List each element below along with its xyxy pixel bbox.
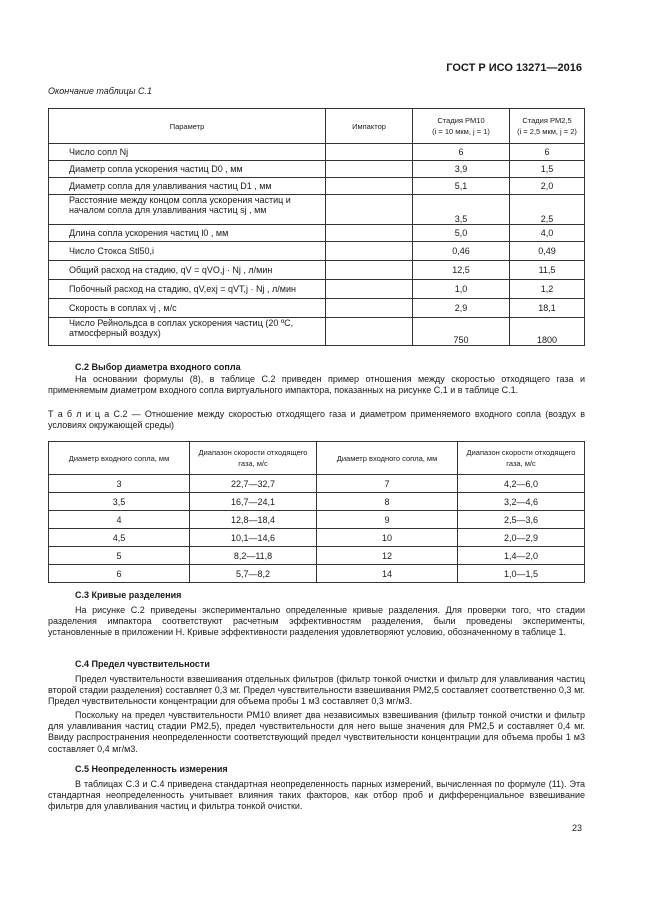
table-row [49, 547, 585, 565]
col-header-range-2: Диапазон скорости отходящего газа, м/с [458, 442, 585, 475]
table-cell: 2,0—2,9 [458, 529, 585, 547]
parameter-cell: Длина сопла ускорения частиц l0 , мм [49, 225, 326, 242]
pm10-cell: 750 [413, 318, 510, 346]
table-cell: 10,1—14,6 [190, 529, 317, 547]
table-cell: 22,7—32,7 [190, 475, 317, 493]
pm25-cell: 11,5 [510, 261, 585, 280]
pm10-cell: 12,5 [413, 261, 510, 280]
pm25-cell: 1,5 [510, 161, 585, 178]
pm10-cell: 0,46 [413, 242, 510, 261]
pm25-cell: 1800 [510, 318, 585, 346]
pm25-cell: 1,2 [510, 280, 585, 299]
section-c4-paragraph-2: Поскольку на предел чувствительности PM10 влияет два независимых взвешивания (фильтр тонкой очистки и фильтр для улавливания частиц стадии PM2,5), предел чувствительности для него выше значения для PM2,5 и составляет 0,4 мг. Ввиду распространения неопределенности соответствующий предел чувствительности концентрации для объема пробы 1 м3 составляет 0,4 мг/м3. [48, 710, 585, 754]
table-cell: 14 [317, 565, 458, 583]
section-c3-title: С.3 Кривые разделения [75, 590, 182, 600]
pm10-cell: 5,0 [413, 225, 510, 242]
impactor-cell [326, 195, 413, 225]
table-row [49, 529, 585, 547]
col-header-impactor: Импактор [326, 109, 413, 144]
table-row [49, 161, 585, 178]
table-c2 [48, 441, 585, 583]
col-header-pm10: Стадия PM10 (i = 10 мкм, j = 1) [413, 109, 510, 144]
table-cell: 3,5 [49, 493, 190, 511]
pm25-cell: 4,0 [510, 225, 585, 242]
table-row [49, 242, 585, 261]
table-cell: 8,2—11,8 [190, 547, 317, 565]
table-cell: 1,0—1,5 [458, 565, 585, 583]
section-c3-text: На рисунке С.2 приведены экспериментально определенные кривые разделения. Для проверки того, что стадии разделения импактора соответствуют расчетным эффективностям разделения, были проведены эксперименты, установленные в приложении Н. Кривые эффективности разделения удовлетворяют условию, обозначенному в таблице 1. [48, 605, 585, 638]
page-number: 23 [571, 823, 582, 833]
table-cell: 12 [317, 547, 458, 565]
section-c5-title: С.5 Неопределенность измерения [75, 764, 228, 774]
parameter-cell: Диаметр сопла ускорения частиц D0 , мм [49, 161, 326, 178]
document-header: ГОСТ Р ИСО 13271—2016 [446, 62, 582, 74]
table-cell: 5,7—8,2 [190, 565, 317, 583]
col-header-pm25: Стадия PM2,5 (i = 2,5 мкм, j = 2) [510, 109, 585, 144]
table-cell: 16,7—24,1 [190, 493, 317, 511]
table-cell: 12,8—18,4 [190, 511, 317, 529]
impactor-cell [326, 280, 413, 299]
section-c4-paragraph-1: Предел чувствительности взвешивания отдельных фильтров (фильтр тонкой очистки и фильтр для улавливания частиц второй стадии разделения) составляет 0,3 мг. Предел чувствительности взвешивания PM2,5 составляет соответственно 0,3 мг. Предел чувствительности концентрации для объема пробы 1 м3 составляет 0,3 мг/м3. [48, 674, 585, 707]
table-cell: 4 [49, 511, 190, 529]
parameter-cell: Число сопл Nj [49, 144, 326, 161]
impactor-cell [326, 144, 413, 161]
table-row [49, 511, 585, 529]
pm25-cell: 2,0 [510, 178, 585, 195]
impactor-cell [326, 178, 413, 195]
pm25-cell: 18,1 [510, 299, 585, 318]
pm10-cell: 6 [413, 144, 510, 161]
table-c1 [48, 108, 585, 346]
col-header-range-1: Диапазон скорости отходящего газа, м/с [190, 442, 317, 475]
section-c2-title: С.2 Выбор диаметра входного сопла [75, 362, 241, 372]
table-cell: 7 [317, 475, 458, 493]
parameter-cell: Побочный расход на стадию, qV,exj = qVT,j · Nj , л/мин [49, 280, 326, 299]
table-c2-caption: Т а б л и ц а С.2 — Отношение между скоростью отходящего газа и диаметром применяемого входного сопла (воздух в условиях окружающей среды) [48, 409, 585, 431]
table-cell: 2,5—3,6 [458, 511, 585, 529]
pm10-cell: 5,1 [413, 178, 510, 195]
impactor-cell [326, 299, 413, 318]
pm25-cell: 2,5 [510, 195, 585, 225]
table-row [49, 318, 585, 346]
table-cell: 4,5 [49, 529, 190, 547]
table-cell: 8 [317, 493, 458, 511]
table-cell: 3 [49, 475, 190, 493]
table-row [49, 493, 585, 511]
pm10-cell: 3,9 [413, 161, 510, 178]
col-header-diameter-1: Диаметр входного сопла, мм [49, 442, 190, 475]
table-cell: 4,2—6,0 [458, 475, 585, 493]
impactor-cell [326, 225, 413, 242]
table-row [49, 475, 585, 493]
table-cell: 1,4—2,0 [458, 547, 585, 565]
col-header-parameter: Параметр [49, 109, 326, 144]
pm25-cell: 0,49 [510, 242, 585, 261]
parameter-cell: Число Стокса Stl50,i [49, 242, 326, 261]
table-row [49, 225, 585, 242]
table-cell: 3,2—4,6 [458, 493, 585, 511]
section-c5-text: В таблицах С.3 и С.4 приведена стандартная неопределенность парных измерений, вычисленная по формуле (11). Эта стандартная неопределенность учитывает влияния таких факторов, как отбор проб и дифференциальное взвешивание фильтрв для улавливания частиц и фильтра тонкой очистки. [48, 779, 585, 812]
parameter-cell: Число Рейнольдса в соплах ускорения частиц (20 ºС, атмосферный воздух) [49, 318, 326, 346]
table-row [49, 299, 585, 318]
pm25-cell: 6 [510, 144, 585, 161]
table-cell: 6 [49, 565, 190, 583]
table-cell: 9 [317, 511, 458, 529]
section-c2-text: На основании формулы (8), в таблице С.2 приведен пример отношения между скоростью отходящего газа и применяемым диаметром входного сопла виртуального импактора, показанных на рисунке С.1 и в таблице С.1. [48, 374, 585, 396]
table-caption: Окончание таблицы С.1 [48, 86, 152, 96]
table-cell: 5 [49, 547, 190, 565]
pm10-cell: 3,5 [413, 195, 510, 225]
impactor-cell [326, 242, 413, 261]
table-cell: 10 [317, 529, 458, 547]
col-header-diameter-2: Диаметр входного сопла, мм [317, 442, 458, 475]
parameter-cell: Скорость в соплах vj , м/с [49, 299, 326, 318]
impactor-cell [326, 261, 413, 280]
impactor-cell [326, 161, 413, 178]
section-c4-title: С.4 Предел чувствительности [75, 659, 210, 669]
parameter-cell: Расстояние между концом сопла ускорения частиц и началом сопла для улавливания частиц sj , мм [49, 195, 326, 225]
table-row [49, 144, 585, 161]
table-row [49, 178, 585, 195]
table-row [49, 280, 585, 299]
impactor-cell [326, 318, 413, 346]
parameter-cell: Диаметр сопла для улавливания частиц D1 , мм [49, 178, 326, 195]
table-row [49, 195, 585, 225]
pm10-cell: 2,9 [413, 299, 510, 318]
pm10-cell: 1,0 [413, 280, 510, 299]
parameter-cell: Общий расход на стадию, qV = qVO,j · Nj , л/мин [49, 261, 326, 280]
table-row [49, 565, 585, 583]
table-row [49, 261, 585, 280]
